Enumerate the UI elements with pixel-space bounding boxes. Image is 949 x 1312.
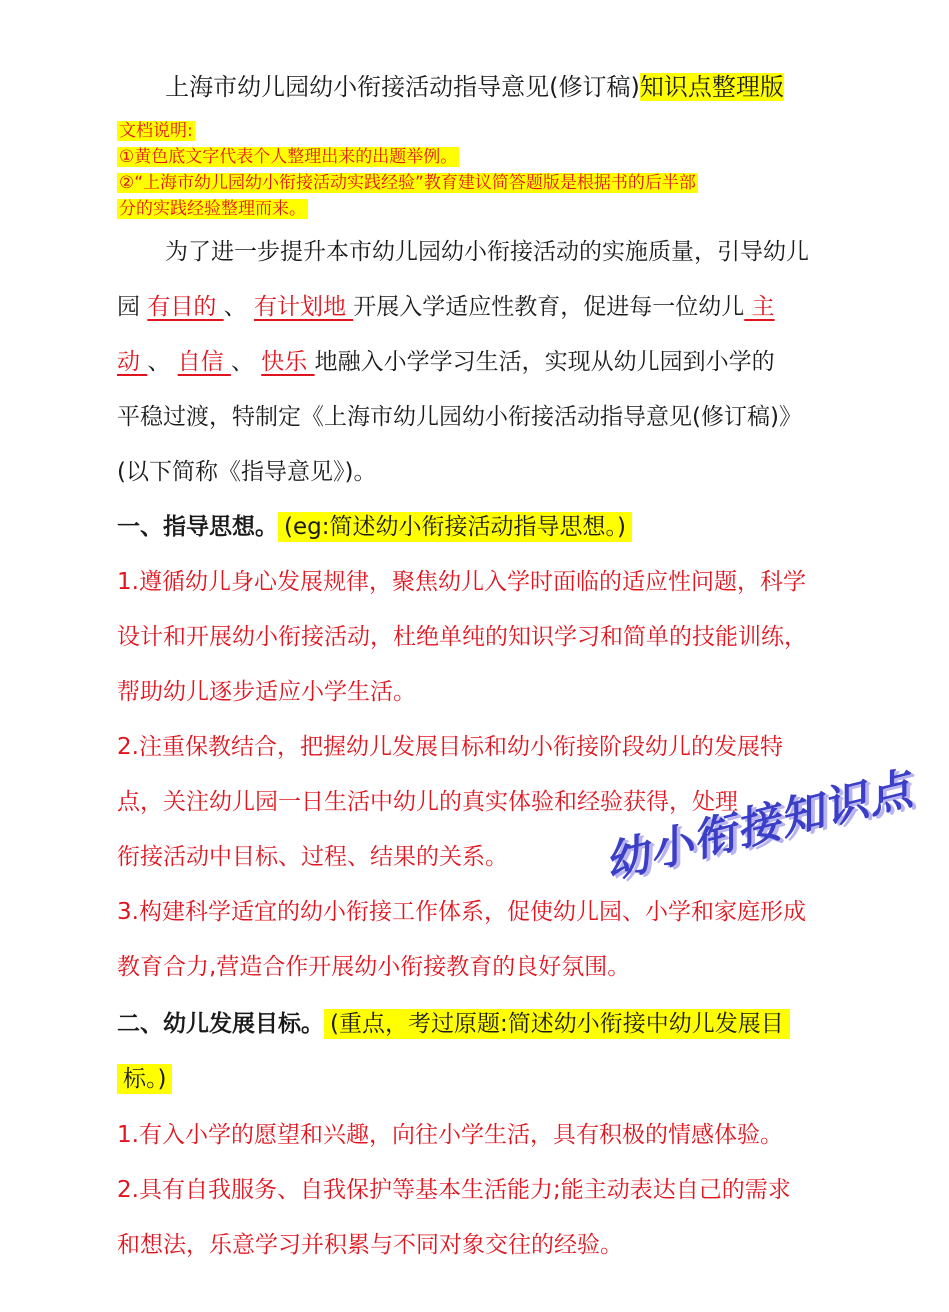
section-1-p3-line-2: 教育合力,营造合作开展幼小衔接教育的良好氛围。: [117, 954, 631, 980]
intro-line-4: 平稳过渡，特制定《上海市幼儿园幼小衔接活动指导意见(修订稿)》: [117, 404, 802, 430]
intro-line-2: [117, 290, 857, 324]
title-main: 上海市幼儿园幼小衔接活动指导意见(修订稿): [165, 73, 640, 101]
section-2-heading-cont: [117, 1062, 857, 1096]
blank-happy: 快乐: [261, 349, 315, 375]
intro-text: 园: [117, 294, 148, 320]
intro-text: 地融入小学学习生活，实现从幼儿园到小学的: [314, 349, 775, 375]
section-2-example-b: 标。): [117, 1064, 172, 1094]
intro-text: 开展入学适应性教育，促进每一位幼儿: [353, 294, 745, 320]
section-1-title: 一、指导思想。: [117, 514, 278, 540]
blank-confident: 自信: [177, 349, 231, 375]
separator: 、: [147, 349, 178, 375]
section-2-p2-line-1: 2.具有自我服务、自我保护等基本生活能力;能主动表达自己的需求: [117, 1177, 791, 1203]
section-2-p1: 1.有入小学的愿望和兴趣，向往小学生活，具有积极的情感体验。: [117, 1122, 783, 1148]
intro-line-5: (以下简称《指导意见》)。: [117, 459, 377, 485]
separator: 、: [223, 294, 254, 320]
blank-purposeful: 有目的: [147, 294, 224, 320]
section-1-heading: [117, 510, 857, 544]
section-2-heading: [117, 1007, 857, 1041]
blank-active-part1: 主: [744, 294, 775, 320]
section-2-title: 二、幼儿发展目标。: [117, 1011, 324, 1037]
section-1-p1-line-1: 1.遵循幼儿身心发展规律，聚焦幼儿入学时面临的适应性问题，科学: [117, 569, 806, 595]
section-1-p2-line-3: 衔接活动中目标、过程、结果的关系。: [117, 844, 508, 870]
notes-label: 文档说明:: [119, 121, 193, 141]
intro-line-3: [117, 345, 857, 379]
section-1-p1-line-3: 帮助幼儿逐步适应小学生活。: [117, 679, 416, 705]
section-1-p3-line-1: 3.构建科学适宜的幼小衔接工作体系，促使幼儿园、小学和家庭形成: [117, 899, 806, 925]
notes-item-1: ①黄色底文字代表个人整理出来的出题举例。: [119, 147, 458, 167]
document-notes: [117, 118, 857, 222]
section-1-p2-line-1: 2.注重保教结合，把握幼儿发展目标和幼小衔接阶段幼儿的发展特: [117, 734, 783, 760]
notes-item-2a: ②“上海市幼儿园幼小衔接活动实践经验”教育建议简答题版是根据书的后半部: [119, 173, 696, 193]
section-1-p2-line-2: 点，关注幼儿园一日生活中幼儿的真实体验和经验获得，处理: [117, 789, 738, 815]
section-2-example-a: (重点，考过原题:简述幼小衔接中幼儿发展目: [324, 1009, 790, 1039]
separator: 、: [230, 349, 262, 375]
notes-item-2b: 分的实践经验整理而来。: [119, 199, 306, 219]
section-1-example: (eg:简述幼小衔接活动指导思想。): [278, 512, 632, 542]
section-2-p2-line-2: 和想法，乐意学习并积累与不同对象交往的经验。: [117, 1232, 623, 1258]
title-highlight: 知识点整理版: [639, 73, 784, 101]
intro-line-1: 为了进一步提升本市幼儿园幼小衔接活动的实施质量，引导幼儿: [165, 239, 809, 265]
section-1-p1-line-2: 设计和开展幼小衔接活动，杜绝单纯的知识学习和简单的技能训练，: [117, 624, 807, 650]
blank-active-part2: 动: [117, 349, 148, 375]
watermark-sticker: 幼小衔接知识点: [599, 763, 918, 890]
document-title: [0, 70, 949, 104]
blank-planned: 有计划地: [253, 294, 354, 320]
